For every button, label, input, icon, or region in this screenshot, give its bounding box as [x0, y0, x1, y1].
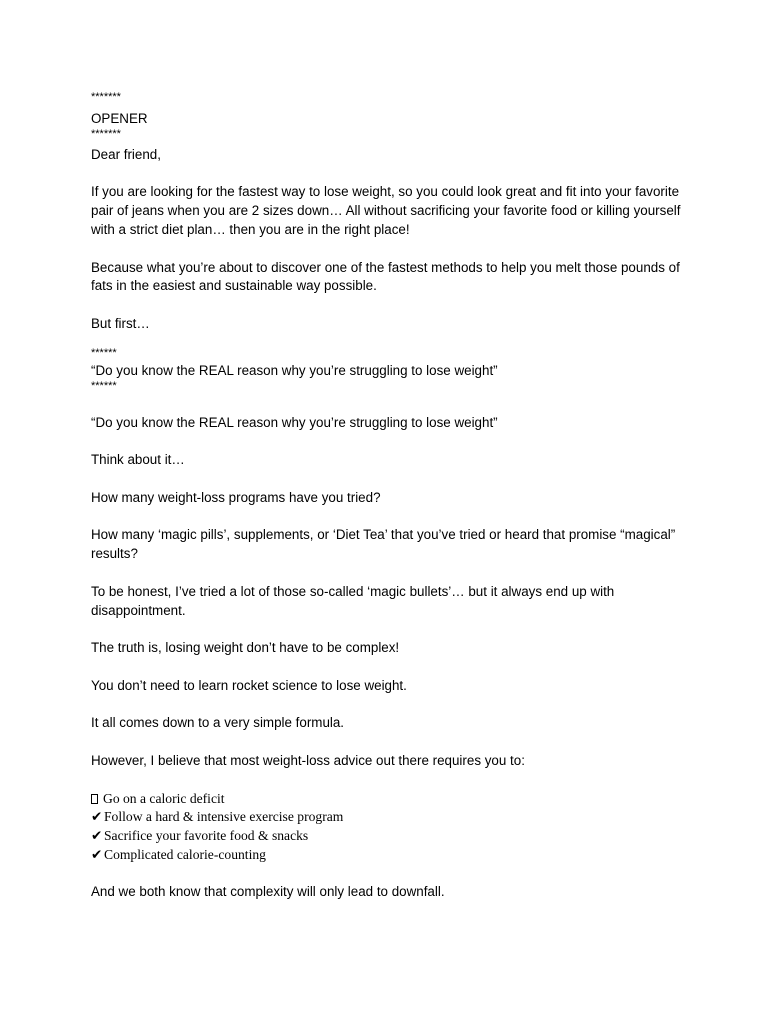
list-item [91, 808, 681, 827]
check-icon: ✔ [91, 828, 103, 844]
list-item [91, 846, 681, 865]
check-icon: ✔ [91, 846, 103, 862]
headline-stars-bottom: ****** [91, 379, 117, 392]
check-icon: ✔ [91, 809, 103, 825]
greeting: Dear friend, [91, 146, 161, 162]
list-item [91, 827, 681, 846]
paragraph-discover: Because what you’re about to discover one of the fastest methods to help you melt those pounds of fats in the easiest and sustainable way possible. [91, 259, 680, 294]
paragraph-question: “Do you know the REAL reason why you’re struggling to lose weight” [91, 414, 498, 430]
paragraph-but-first: But first… [91, 315, 150, 331]
opener-stars-bottom: ******* [91, 127, 121, 140]
paragraph-complexity: And we both know that complexity will only lead to downfall. [91, 884, 445, 900]
opener-stars-top: ******* [91, 91, 121, 103]
requirements-list [91, 790, 681, 865]
paragraph-truth: The truth is, losing weight don’t have to be complex! [91, 640, 400, 656]
list-item-text: Complicated calorie-counting [104, 846, 266, 862]
document-page [91, 92, 681, 902]
paragraph-however: However, I believe that most weight-loss advice out there requires you to: [91, 752, 525, 768]
headline: “Do you know the REAL reason why you’re struggling to lose weight” [91, 362, 498, 378]
missing-glyph-icon [91, 794, 98, 804]
list-item-text: Go on a caloric deficit [103, 790, 225, 806]
paragraph-programs: How many weight-loss programs have you tried? [91, 489, 381, 505]
paragraph-formula: It all comes down to a very simple formula. [91, 715, 345, 731]
paragraph-intro: If you are looking for the fastest way to lose weight, so you could look great and fit into your favorite pair of jeans when you are 2 sizes down… All without sacrificing your favorite food or killing yourself with a strict diet plan… then you are in the right place! [91, 184, 681, 237]
paragraph-magic-pills: How many ‘magic pills’, supplements, or ‘Diet Tea’ that you’ve tried or heard that promise “magical” results? [91, 527, 676, 562]
list-item [91, 790, 681, 809]
paragraph-think: Think about it… [91, 452, 185, 468]
list-item-text: Sacrifice your favorite food & snacks [104, 828, 309, 844]
opener-label: OPENER [91, 111, 148, 126]
headline-stars-top: ****** [91, 346, 117, 359]
paragraph-rocket-science: You don’t need to learn rocket science to lose weight. [91, 677, 407, 693]
list-item-text: Follow a hard & intensive exercise program [104, 809, 344, 825]
paragraph-honest: To be honest, I’ve tried a lot of those so-called ‘magic bullets’… but it always end up with disappointment. [91, 583, 615, 618]
